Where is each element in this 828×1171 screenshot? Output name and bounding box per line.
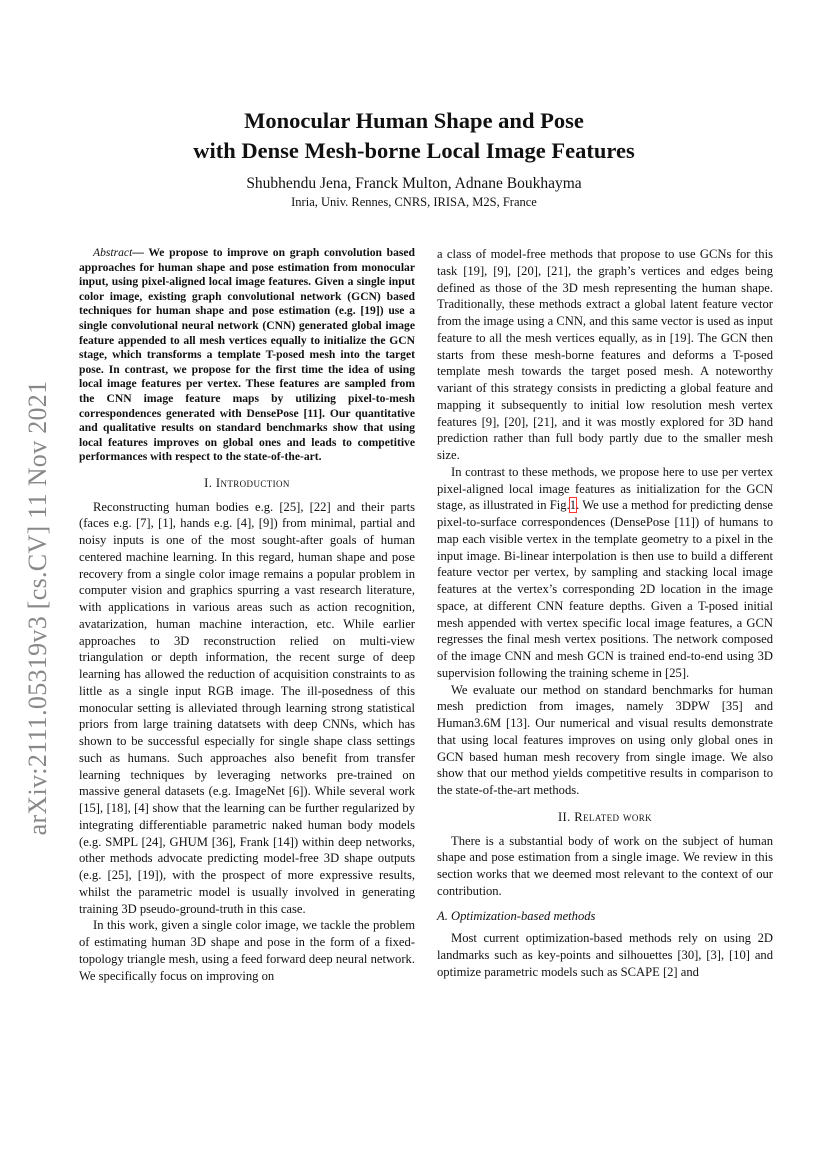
abstract-dash: — xyxy=(132,246,149,259)
abstract-text: We propose to improve on graph convolution based approaches for human shape and pose estimation from monocular input, using pixel-aligned local image features. Given a single input color image, existing graph convolutional network (GCN) based techniques for human shape and pose estimation (e.g. [19]) use a single convolutional neural network (CNN) generated global image feature appended to all mesh vertices equally to initialize the GCN stage, which transforms a template T-posed mesh into the target pose. In contrast, we propose for the first time the idea of using local image features per vertex. These features are sampled from the CNN image feature maps by utilizing pixel-to-mesh correspondences generated with DensePose [11]. Our quantitative and qualitative results on standard benchmarks show that using local features improves on global ones and leads to competitive performances with respect to the state-of-the-art. xyxy=(79,246,415,464)
section-heading-introduction: I. Introduction xyxy=(204,475,290,490)
title-line-2: with Dense Mesh-borne Local Image Features xyxy=(193,138,635,163)
title-line-1: Monocular Human Shape and Pose xyxy=(244,108,584,133)
paper-title xyxy=(0,106,828,166)
abstract-label: Abstract xyxy=(93,246,133,259)
abstract xyxy=(79,246,415,465)
subsection-heading-optimization: A. Optimization-based methods xyxy=(437,908,596,923)
intro-paragraph-2: In this work, given a single color image, we tackle the problem of estimating human 3D shape and pose in the form of a fixed-topology triangle mesh, using a feed forward deep neural network. We specifically focus on improving on xyxy=(79,918,415,983)
intro-paragraph-5: We evaluate our method on standard benchmarks for human mesh prediction from images, namely 3DPW [35] and Human3.6M [13]. Our numerical and visual results demonstrate that using local features improves on using only global ones in GCN based human mesh recovery from single image. We also show that our method yields competitive results in comparison to the state-of-the-art methods. xyxy=(437,682,773,797)
intro-paragraph-1: Reconstructing human bodies e.g. [25], [22] and their parts (faces e.g. [7], [1], hands e.g. [4], [9]) from minimal, partial and noisy inputs is one of the most sought-after goals of human centered machine learning. In this regard, human shape and pose recovery from a single color image remains a popular problem in computer vision and graphics spurring a vast research literature, with applications in various areas such as action recognition, avatarization, human machine interaction, etc. While earlier approaches to 3D reconstruction relied on multi-view triangulation or depth information, the recent surge of deep learning has allowed the reduction of acquisition constraints to as little as a single input RGB image. The ill-posedness of this monocular setting is alleviated through learning strong statistical priors from large training datatsets with deep CNNs, which has shown to be successful especially for single shape class settings such as humans. Such approaches also benefit from transfer learning techniques by leveraging networks pre-trained on massive general datasets (e.g. ImageNet [6]). While several work [15], [18], [4] show that the learning can be further regularized by integrating differentiable parametric naked human body models (e.g. SMPL [24], GHUM [36], Frank [14]) within deep networks, other methods advocate predicting model-free 3D shape outputs (e.g. [25], [19]), with the prospect of more expressive results, whilst the parametric model is usually involved in generating training 3D pseudo-ground-truth in this case. xyxy=(79,499,415,916)
authors: Shubhendu Jena, Franck Multon, Adnane Boukhayma xyxy=(246,175,582,192)
right-column xyxy=(437,246,773,981)
intro-paragraph-3: a class of model-free methods that propose to use GCNs for this task [19], [9], [20], [21], the graph’s vertices and edges being defined as those of the 3D mesh representing the human shape. Traditionally, these methods extract a global latent feature vector from the image using a CNN, and this same vector is used as input feature to all the mesh vertices equally, as in [19]. The GCN then starts from these mesh-borne features and deforms a T-posed template mesh towards the target posed mesh. A noteworthy variant of this strategy consists in predicting a global feature and mapping it subsequently to initial low resolution mesh vertex features [9], [20], [21], and it was mostly explored for 3D hand prediction rather than full body partly due to the smaller mesh size. xyxy=(437,247,773,462)
intro-paragraph-4: In contrast to these methods, we propose here to use per vertex pixel-aligned local image features as initialization for the GCN stage, as illustrated in Fig.1. We use a method for predicting dense pixel-to-surface correspondences (DensePose [11]) of humans to map each visible vertex in the template geometry to a pixel in the input image. Bi-linear interpolation is then use to build a different feature vector per vertex, by sampling and stacking local image features at the vertex’s corresponding 2D location in the image space, at different CNN feature depths. Given a T-posed initial mesh appended with vertex specific local image features, a GCN regresses the final mesh vertex positions. The network composed of the image CNN and mesh GCN is trained end-to-end using 3D supervision following the training scheme in [25]. xyxy=(437,464,774,680)
left-column xyxy=(79,246,415,984)
related-paragraph-2: Most current optimization-based methods rely on using 2D landmarks such as key-points and silhouettes [30], [3], [10] and optimize parametric models such as SCAPE [2] and xyxy=(437,931,773,979)
arxiv-identifier: arXiv:2111.05319v3 [cs.CV] 11 Nov 2021 xyxy=(23,380,52,836)
affiliation: Inria, Univ. Rennes, CNRS, IRISA, M2S, France xyxy=(291,195,537,209)
related-paragraph-1: There is a substantial body of work on the subject of human shape and pose estimation from a single image. We review in this section works that we deemed most relevant to the context of our contribution. xyxy=(437,833,773,898)
section-heading-related-work: II. Related work xyxy=(557,809,653,824)
figure-reference-link[interactable]: 1 xyxy=(569,498,577,513)
